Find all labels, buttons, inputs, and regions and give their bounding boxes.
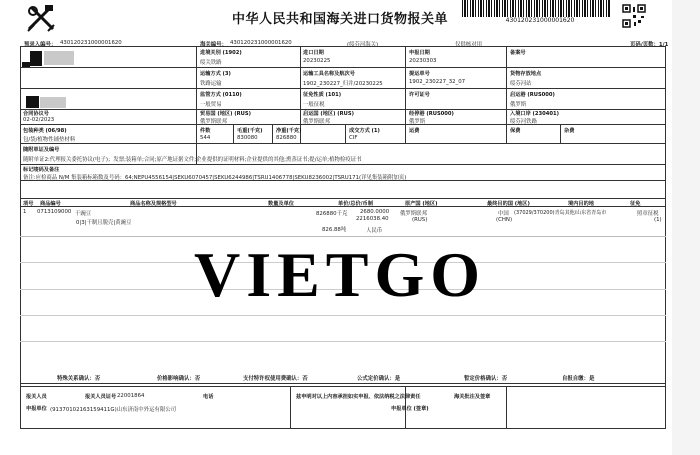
self-pay-confirm: 自报自缴：是 [562, 376, 595, 382]
package-value: 包/袋/植物性铺垫材料 [23, 137, 76, 143]
bill-value: 1902_230227_32_07 [409, 79, 466, 85]
grid-line [290, 386, 291, 429]
item-qty-ton: 826.88吨 [322, 227, 347, 233]
insurance-label: 保费 [510, 128, 521, 134]
license-label: 许可证号 [409, 92, 430, 98]
stop-port-value: 俄罗斯 [409, 119, 426, 125]
item-dest-code: (CHN) [496, 217, 513, 223]
misc-fee-label: 杂费 [564, 128, 575, 134]
col-item-no: 项号 [23, 201, 34, 207]
contract-label: 合同协议号 [23, 111, 49, 117]
grid-line [233, 124, 234, 144]
redacted-consumer-blur [40, 97, 66, 108]
attached-docs-label: 随附单证及编号 [23, 147, 60, 153]
origin-port-value: 俄罗斯 [510, 102, 527, 108]
item-currency: 人民币 [366, 228, 383, 234]
customs-number: 430120231000001620 [230, 40, 292, 46]
item-name: 干豌豆 [75, 211, 92, 217]
declaring-unit-label: 申报单位 [26, 406, 47, 412]
remarks-label: 标记唛码及备注 [23, 167, 60, 173]
col-dest-country: 最终目的国 (地区) [487, 201, 530, 207]
special-relation-confirm: 特殊关系确认：否 [57, 376, 101, 382]
tax-nature-value: 一般征税 [303, 102, 325, 108]
col-origin: 原产国 (地区) [405, 201, 438, 207]
declarer-label: 报关人员 [26, 394, 47, 400]
col-tax-mode: 征免 [630, 201, 641, 207]
col-price: 单价/总价/币制 [338, 201, 373, 207]
grid-line [506, 46, 507, 144]
grid-line [20, 383, 666, 384]
contract-value: 02-02/2023 [23, 117, 55, 123]
supervision-value: 一般贸易 [200, 102, 222, 108]
redacted-importer-blur [44, 51, 74, 65]
declare-date-value: 20230303 [409, 58, 437, 64]
import-date-value: 20230225 [303, 58, 331, 64]
col-quantity: 数量及单位 [268, 201, 294, 207]
verify-note: 仅供核对用 [455, 42, 482, 48]
phone-label: 电话 [203, 394, 214, 400]
pieces-value: 544 [200, 135, 211, 141]
item-qty-kg: 826880千克 [316, 211, 348, 217]
item-unit-price: 2680.0000 [360, 209, 390, 215]
barcode-text: 430120231000001620 [470, 17, 610, 24]
price-impact-confirm: 价格影响确认：否 [157, 376, 201, 382]
grid-line [20, 143, 666, 144]
customs-office: (绥芬河海关) [347, 42, 379, 48]
grid-line [196, 46, 197, 164]
entry-place-label: 入境口岸 (230401) [510, 111, 559, 117]
item-domestic-dest: (37029/370200)青岛其他/山东省青岛市 [514, 210, 607, 216]
remarks-value: 备注:应检商品 N/M 集装箱标箱数及号码：64;NEPU4556154|SEKU6070457|SEKU6244986|TSRU1406778|SEKU8236002|TSRU171(详见集装箱附加页) [23, 175, 407, 181]
pieces-label: 件数 [200, 128, 211, 134]
net-weight-value: 826880 [276, 135, 297, 141]
supervision-label: 监管方式 (0110) [200, 92, 242, 98]
tax-nature-label: 征免性质 (101) [303, 92, 342, 98]
document-title: 中华人民共和国海关进口货物报关单 [231, 12, 448, 27]
declaring-unit-seal-label: 申报单位 (签章) [391, 406, 429, 412]
item-no: 1 [23, 209, 27, 215]
item-dest-country: 中国 [498, 211, 509, 217]
vehicle-value: 1902_230227_归并/20230225 [303, 81, 383, 87]
formula-price-confirm: 公式定价确认：是 [357, 376, 401, 382]
origin-port-label: 启运港 (RUS000) [510, 92, 555, 98]
page-indicator: 页码/页数：1/1 [630, 42, 669, 48]
qr-code-icon [622, 4, 646, 28]
grid-line [560, 124, 561, 144]
storage-value: 绥芬河站 [510, 81, 532, 87]
vietgo-watermark: VIETGO [193, 239, 487, 310]
item-origin-code: (RUS) [412, 217, 428, 223]
item-separator [20, 341, 666, 342]
customs-emblem-icon [25, 3, 57, 35]
redacted-consumer [26, 96, 39, 108]
item-separator [20, 236, 666, 237]
declarer-cert-label: 报关人员证号 [85, 394, 117, 400]
customs-note-label: 海关批注及签章 [454, 394, 491, 400]
import-date-label: 进口日期 [303, 50, 324, 56]
storage-label: 货物存放地点 [510, 71, 542, 77]
vehicle-label: 运输工具名称及航次号 [303, 71, 355, 77]
royalty-confirm: 支付特许权使用费确认：否 [243, 376, 308, 382]
entry-port-value: 绥关铁路 [200, 60, 222, 66]
item-spec: 0|3|干制且脱壳|黄豌豆 [76, 220, 132, 226]
declaring-unit-value: (91370102163159411G)山东济南中外运有限公司 [50, 407, 176, 413]
item-tax-mode: 照章征税 [637, 211, 659, 217]
grid-line [20, 198, 666, 199]
deal-mode-label: 成交方式 (1) [349, 128, 380, 134]
grid-line [272, 124, 273, 144]
declaration-statement: 兹申明对以上内容承担如实申报、依法纳税之法律责任 [296, 394, 421, 400]
grid-line [345, 124, 346, 144]
item-separator [20, 315, 666, 316]
ship-country-label: 启运国 (地区) (RUS) [303, 111, 354, 117]
preentry-number: 430120231000001620 [60, 40, 122, 46]
transport-mode-value: 铁路运输 [200, 81, 222, 87]
gross-weight-value: 830080 [237, 135, 258, 141]
record-number-label: 备案号 [510, 50, 526, 56]
ship-country-value: 俄罗斯联邦 [303, 119, 330, 125]
barcode [462, 0, 610, 17]
grid-line [20, 164, 666, 165]
item-tax-code: (1) [654, 217, 662, 223]
gross-weight-label: 毛重(千克) [237, 128, 263, 134]
entry-place-value: 绥芬河铁路 [510, 119, 537, 125]
grid-line [20, 88, 666, 89]
item-total-price: 2216038.40 [356, 216, 389, 222]
trade-country-value: 俄罗斯联邦 [200, 119, 227, 125]
grid-line [20, 67, 666, 68]
package-label: 包装种类 (06/98) [23, 128, 67, 134]
grid-line [20, 386, 666, 387]
col-domestic-dest: 境内目的地 [568, 201, 594, 207]
redacted-importer [30, 51, 42, 66]
grid-line [20, 124, 666, 125]
entry-port-label: 进境关别 (1902) [200, 50, 242, 56]
transport-mode-label: 运输方式 (3) [200, 71, 231, 77]
col-name-spec: 商品名称及规格型号 [130, 201, 177, 207]
provisional-price-confirm: 暂定价格确认：否 [464, 376, 508, 382]
stop-port-label: 经停港 (RUS000) [409, 111, 454, 117]
declarer-cert-value: 22001864 [117, 393, 145, 399]
item-hs-code: 0713109000 [37, 209, 72, 215]
trade-country-label: 贸易国 (地区) (RUS) [200, 111, 251, 117]
grid-line [506, 386, 507, 429]
preentry-label: 预录入编号： [24, 42, 57, 48]
deal-mode-value: CIF [349, 135, 358, 141]
attached-docs-value: 随附单证2:代理报关委托协议(电子)；发票;装箱单;合同;原产地证据文件;企业提供的证明材料;企业提供的其他;熏蒸证书;提/运单;植物检疫证书 [23, 157, 362, 163]
customs-number-label: 海关编号： [200, 42, 227, 48]
freight-label: 运费 [409, 128, 420, 134]
col-hs-code: 商品编号 [40, 201, 61, 207]
grid-line [405, 46, 406, 144]
scrollbar-track[interactable] [672, 0, 700, 455]
declare-date-label: 申报日期 [409, 50, 430, 56]
net-weight-label: 净重(千克) [276, 128, 302, 134]
bill-label: 提运单号 [409, 71, 430, 77]
item-origin: 俄罗斯联邦 [400, 211, 427, 217]
